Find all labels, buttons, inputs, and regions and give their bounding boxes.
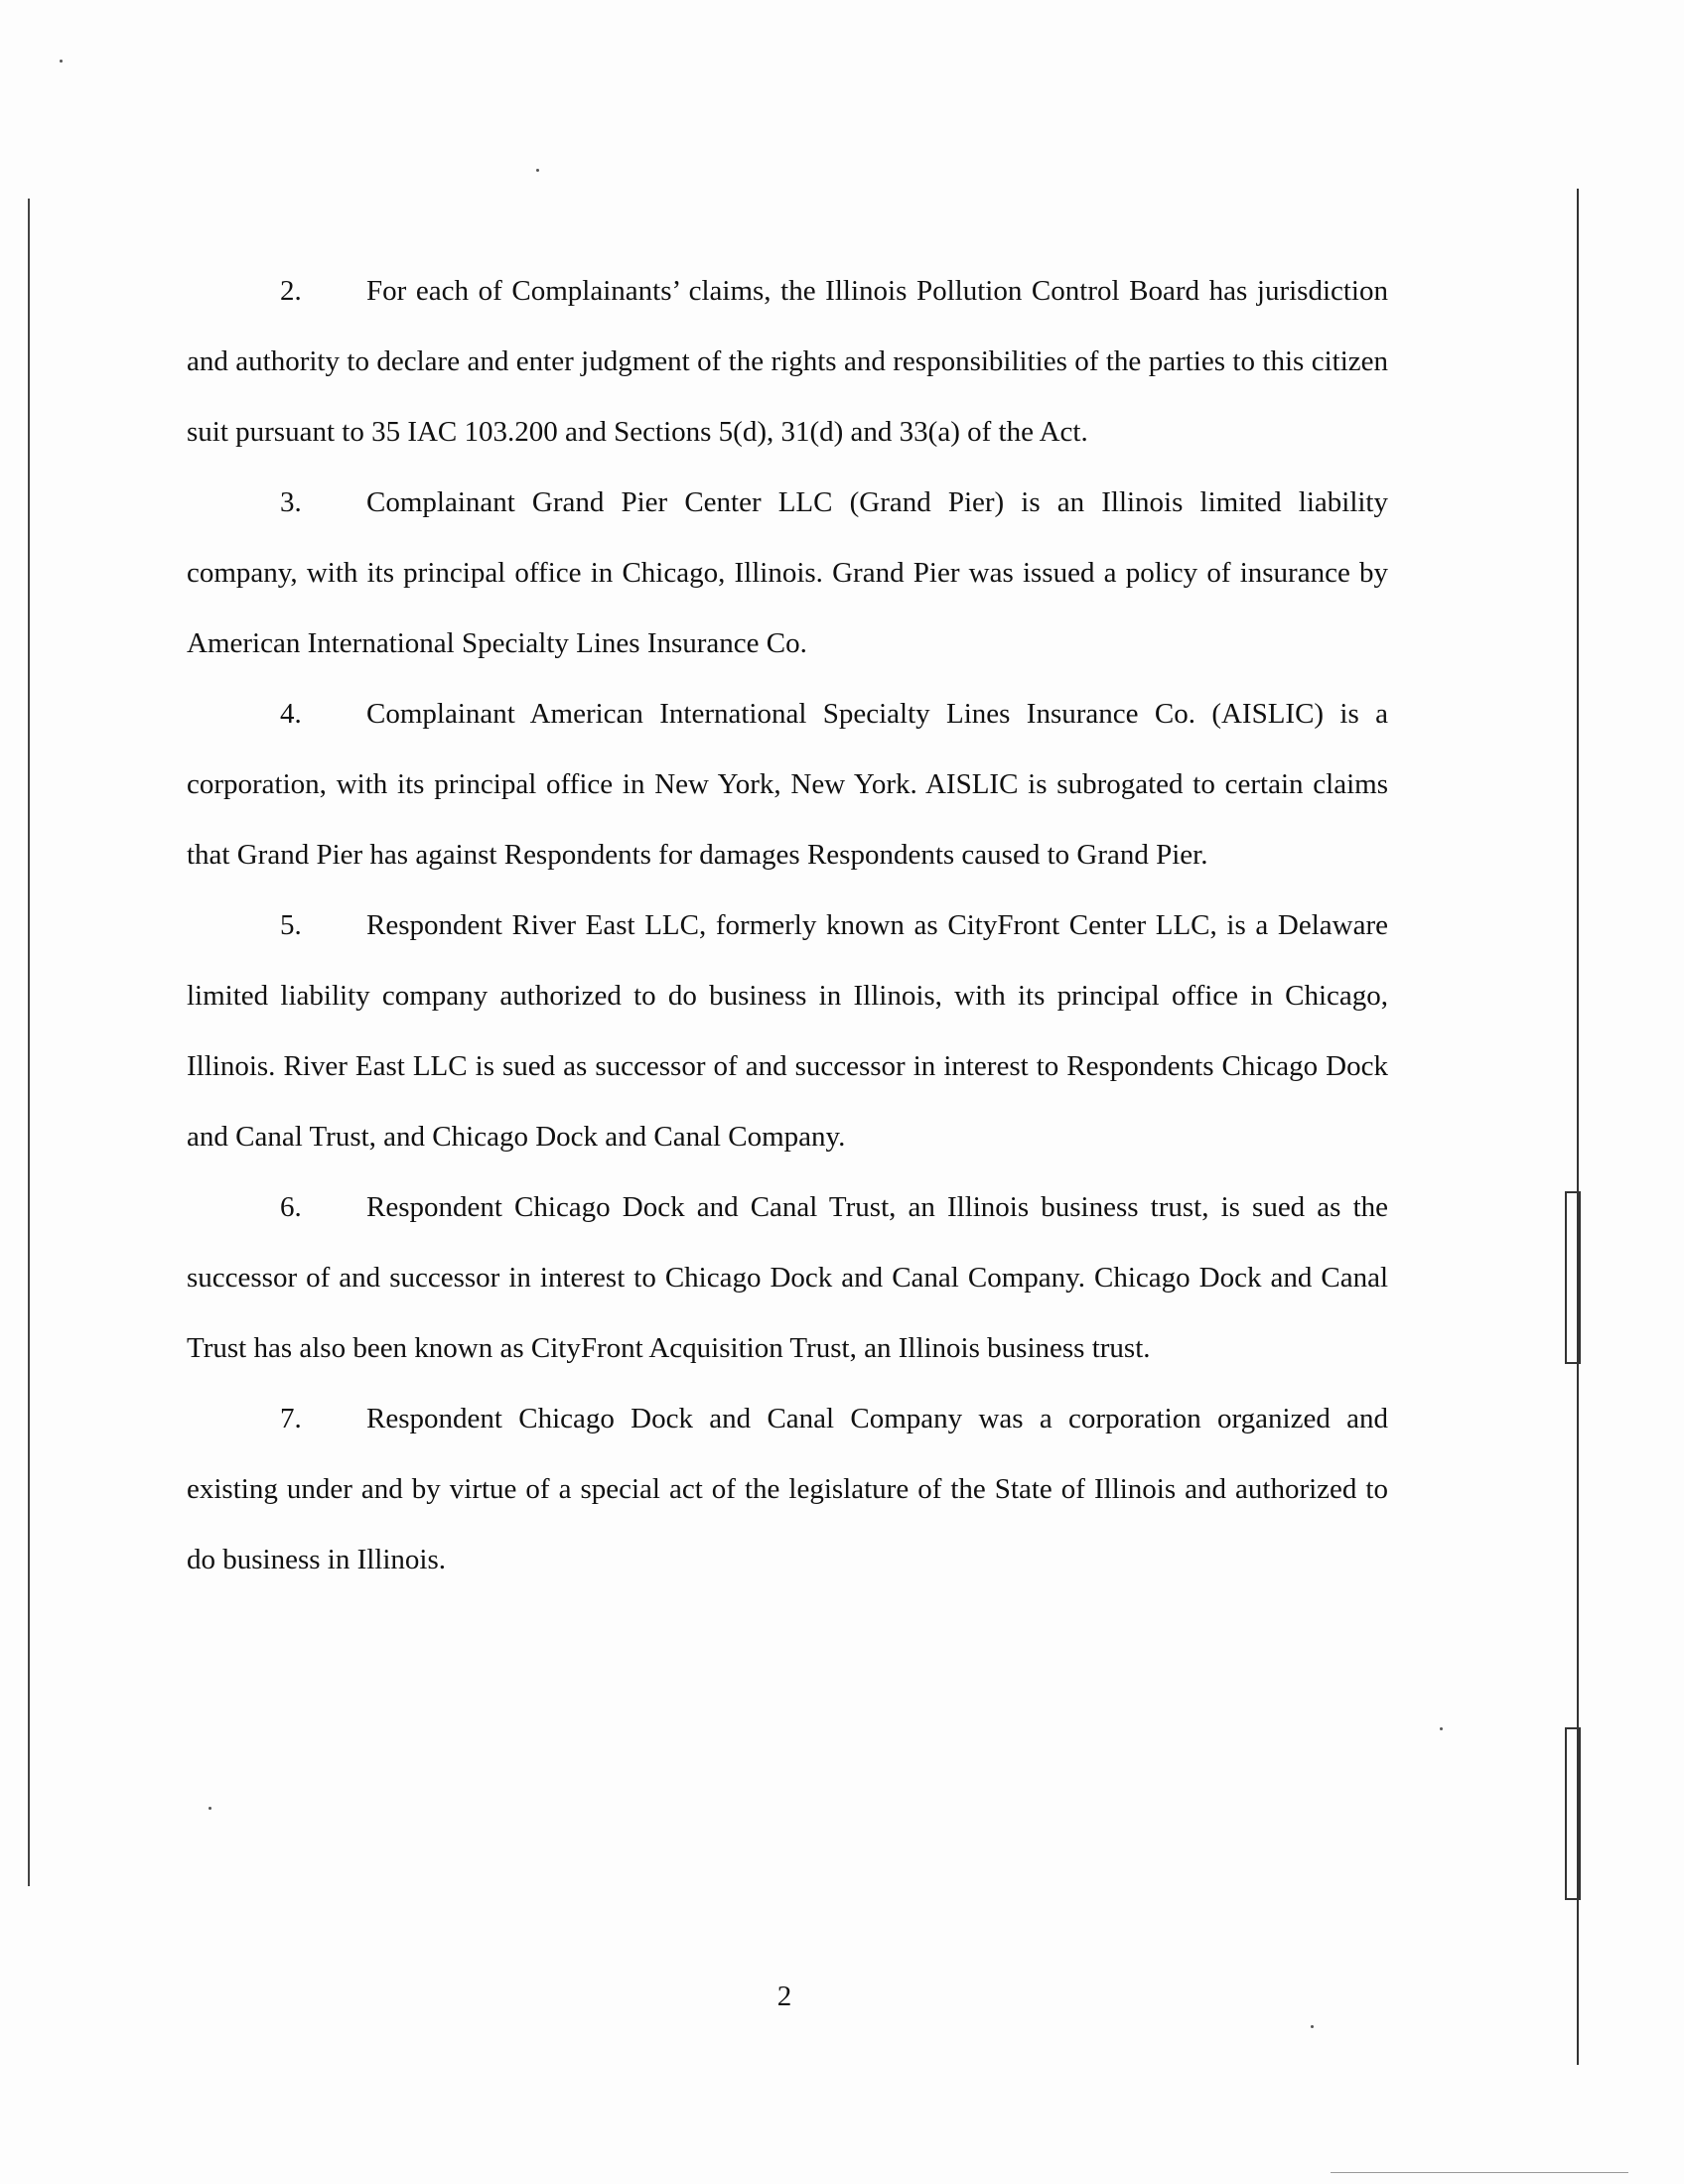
scan-bracket-right: [1565, 1191, 1581, 1364]
paragraph-number: 7.: [280, 1403, 302, 1434]
paragraph-text: Respondent Chicago Dock and Canal Trust, an Illinois business trust, is sued as the successor of and successor in interest to Chicago Dock and Canal Company. Chicago Dock and Canal Trust has also been known as CityFront Acquisition Trust, an Illinois business trust.: [187, 1191, 1388, 1364]
scan-speck: [209, 1807, 211, 1810]
paragraph-text: Complainant American International Specialty Lines Insurance Co. (AISLIC) is a corporation, with its principal office in New York, New York. AISLIC is subrogated to certain claims that Grand Pier has against Respondents for damages Respondents caused to Grand Pier.: [187, 698, 1388, 871]
paragraph-6: [187, 1172, 1388, 1384]
paragraph-number: 5.: [280, 909, 302, 941]
paragraph-2: [187, 256, 1388, 468]
scan-speck: [536, 169, 539, 172]
paragraph-number: 2.: [280, 275, 302, 307]
paragraph-text: For each of Complainants’ claims, the Illinois Pollution Control Board has jurisdiction and authority to declare and enter judgment of the rights and responsibilities of the parties to this citizen suit pursuant to 35 IAC 103.200 and Sections 5(d), 31(d) and 33(a) of the Act.: [187, 275, 1388, 448]
paragraph-5: [187, 890, 1388, 1172]
document-body: [187, 256, 1388, 1595]
paragraph-7: [187, 1384, 1388, 1595]
paragraph-number: 3.: [280, 486, 302, 518]
scan-speck: [1440, 1727, 1443, 1730]
paragraph-text: Complainant Grand Pier Center LLC (Grand Pier) is an Illinois limited liability company, with its principal office in Chicago, Illinois. Grand Pier was issued a policy of insurance by American International Specialty Lines Insurance Co.: [187, 486, 1388, 659]
paragraph-number: 4.: [280, 698, 302, 730]
paragraph-text: Respondent River East LLC, formerly known as CityFront Center LLC, is a Delaware limited liability company authorized to do business in Illinois, with its principal office in Chicago, Illinois. River East LLC is sued as successor of and successor in interest to Respondents Chicago Dock and Canal Trust, and Chicago Dock and Canal Company.: [187, 909, 1388, 1153]
scan-speck: [60, 60, 63, 63]
page-number: 2: [776, 1980, 792, 2012]
paragraph-4: [187, 679, 1388, 890]
paragraph-number: 6.: [280, 1191, 302, 1223]
scan-bracket-right-lower: [1565, 1727, 1581, 1900]
scan-speck: [1311, 2025, 1314, 2028]
scan-bottom-rule: [1331, 2172, 1628, 2173]
scan-edge-left: [28, 199, 30, 1886]
paragraph-3: [187, 468, 1388, 679]
paragraph-text: Respondent Chicago Dock and Canal Company was a corporation organized and existing under and by virtue of a special act of the legislature of the State of Illinois and authorized to do business in Illinois.: [187, 1403, 1388, 1575]
